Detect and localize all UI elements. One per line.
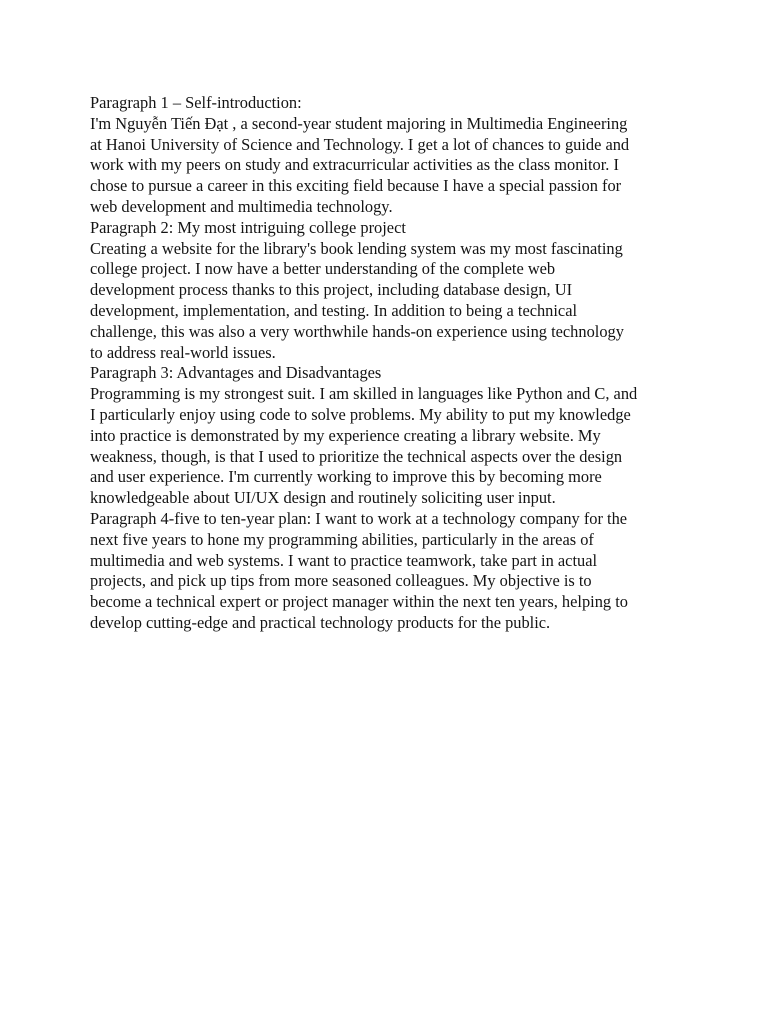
text-line: projects, and pick up tips from more seasoned colleagues. My objective is to — [90, 571, 592, 591]
text-line: work with my peers on study and extracurricular activities as the class monitor. I — [90, 155, 619, 175]
text-line: to address real-world issues. — [90, 342, 276, 362]
text-line: I particularly enjoy using code to solve problems. My ability to put my knowledge — [90, 404, 631, 424]
text-line: Creating a website for the library's book lending system was my most fascinating — [90, 238, 623, 258]
text-line: knowledgeable about UI/UX design and routinely soliciting user input. — [90, 488, 556, 508]
document-body — [90, 93, 690, 634]
text-line: I'm Nguyễn Tiến Đạt , a second-year student majoring in Multimedia Engineering — [90, 113, 628, 133]
heading-paragraph-1: Paragraph 1 – Self-introduction: — [90, 93, 302, 112]
text-line: weakness, though, is that I used to prioritize the technical aspects over the design — [90, 446, 623, 466]
text-line: challenge, this was also a very worthwhile hands-on experience using technology — [90, 321, 624, 341]
heading-paragraph-2: Paragraph 2: My most intriguing college project — [90, 217, 406, 237]
text-line: next five years to hone my programming abilities, particularly in the areas of — [90, 529, 594, 549]
text-line: become a technical expert or project manager within the next ten years, helping to — [90, 592, 628, 612]
heading-paragraph-3: Paragraph 3: Advantages and Disadvantages — [90, 363, 382, 383]
text-line: develop cutting-edge and practical technology products for the public. — [90, 612, 551, 632]
text-line: development, implementation, and testing. In addition to being a technical — [90, 300, 578, 320]
text-line: at Hanoi University of Science and Technology. I get a lot of chances to guide and — [90, 134, 630, 154]
text-line: web development and multimedia technology. — [90, 196, 393, 216]
text-line: development process thanks to this project, including database design, UI — [90, 280, 573, 300]
text-line: and user experience. I'm currently working to improve this by becoming more — [90, 467, 602, 487]
text-line: chose to pursue a career in this exciting field because I have a special passion for — [90, 176, 622, 196]
heading-paragraph-4: Paragraph 4-five to ten-year plan: I want to work at a technology company for the — [90, 508, 628, 528]
text-line: into practice is demonstrated by my experience creating a library website. My — [90, 425, 601, 445]
text-line: multimedia and web systems. I want to practice teamwork, take part in actual — [90, 550, 598, 570]
text-line: college project. I now have a better understanding of the complete web — [90, 259, 556, 279]
text-line: Programming is my strongest suit. I am skilled in languages like Python and C, and — [90, 384, 638, 404]
